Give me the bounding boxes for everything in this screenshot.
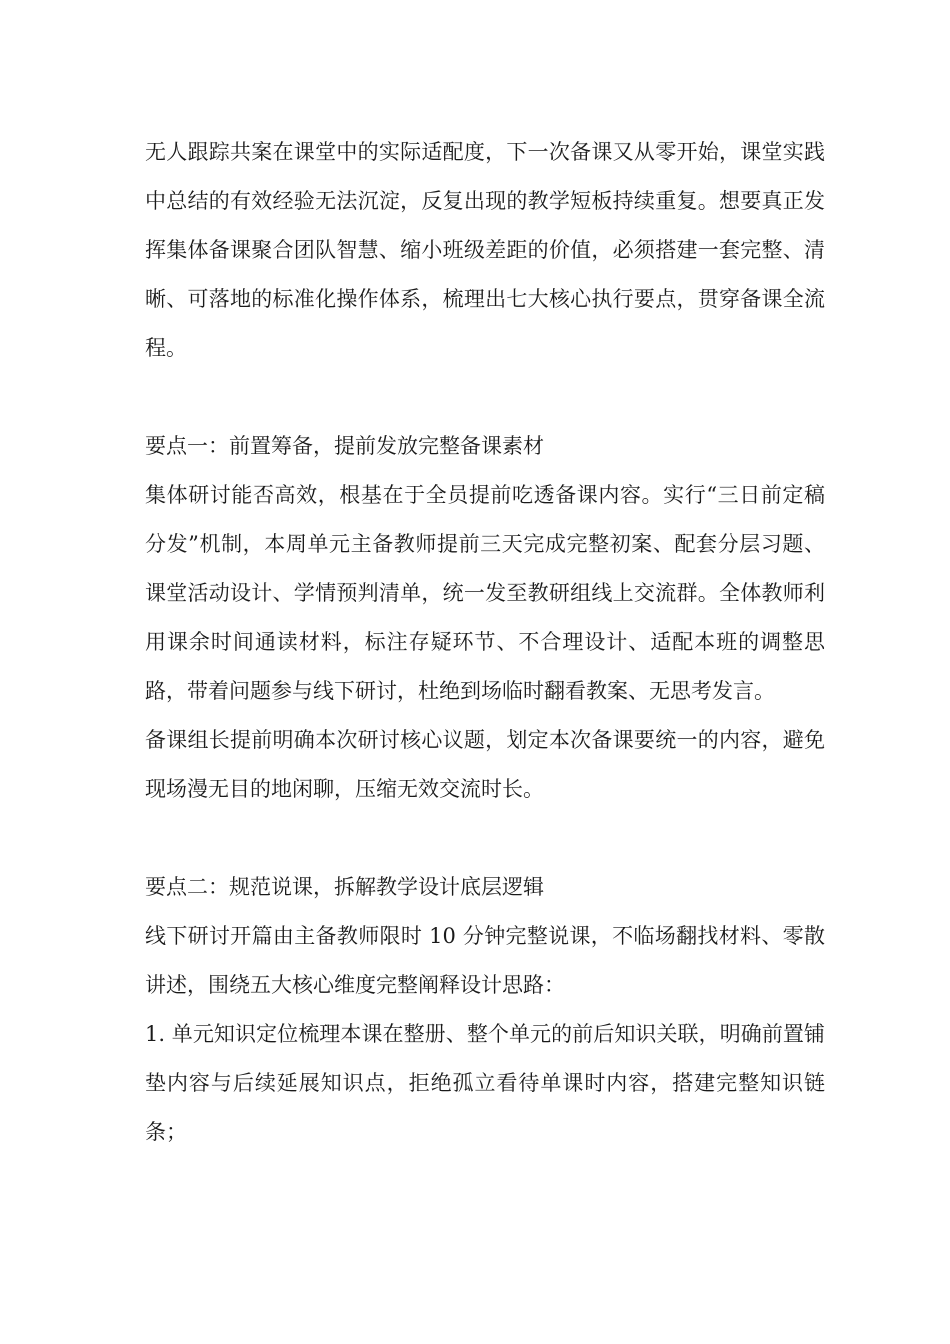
section-one-heading: 要点一：前置筹备，提前发放完整备课素材	[145, 434, 544, 458]
section-two-paragraph-one: 线下研讨开篇由主备教师限时 10 分钟完整说课，不临场翻找材料、零散讲述，围绕五大核心维度完整阐释设计思路：	[145, 924, 825, 997]
section-two-heading: 要点二：规范说课，拆解教学设计底层逻辑	[145, 875, 544, 899]
paragraph-spacer	[145, 373, 825, 422]
section-two-list-item-one: 1. 单元知识定位梳理本课在整册、整个单元的前后知识关联，明确前置铺垫内容与后续延展知识点，拒绝孤立看待单课时内容，搭建完整知识链条；	[145, 1022, 825, 1144]
section-one-paragraph-one: 集体研讨能否高效，根基在于全员提前吃透备课内容。实行“三日前定稿分发”机制，本周单元主备教师提前三天完成完整初案、配套分层习题、课堂活动设计、学情预判清单，统一发至教研组线上交流群。全体教师利用课余时间通读材料，标注存疑环节、不合理设计、适配本班的调整思路，带着问题参与线下研讨，杜绝到场临时翻看教案、无思考发言。	[145, 483, 825, 703]
document-body	[145, 128, 825, 1157]
section-one-paragraph-two: 备课组长提前明确本次研讨核心议题，划定本次备课要统一的内容，避免现场漫无目的地闲聊，压缩无效交流时长。	[145, 728, 825, 801]
intro-paragraph: 无人跟踪共案在课堂中的实际适配度，下一次备课又从零开始，课堂实践中总结的有效经验无法沉淀，反复出现的教学短板持续重复。想要真正发挥集体备课聚合团队智慧、缩小班级差距的价值，必须搭建一套完整、清晰、可落地的标准化操作体系，梳理出七大核心执行要点，贯穿备课全流程。	[145, 140, 825, 360]
paragraph-spacer	[145, 814, 825, 863]
